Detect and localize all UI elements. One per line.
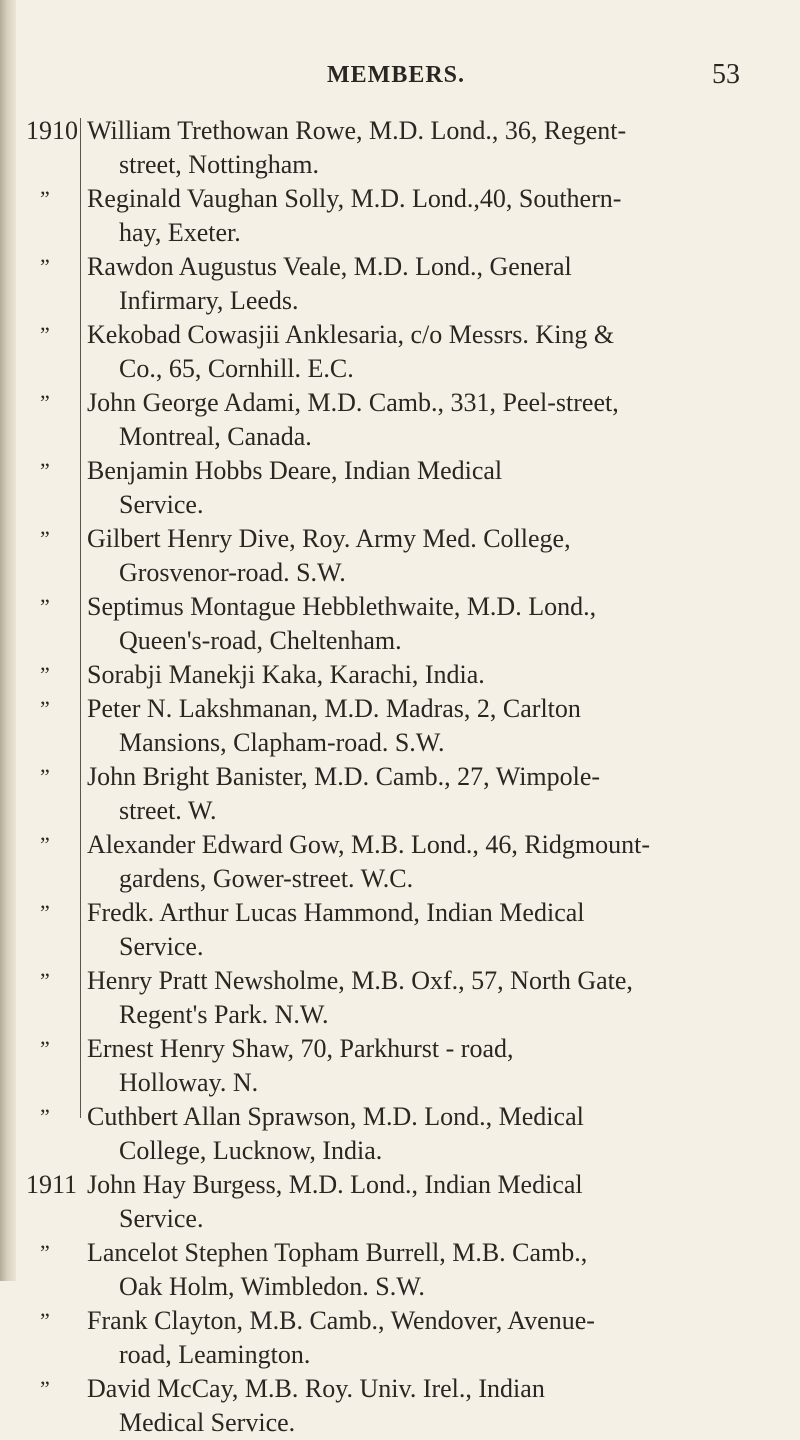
entry-line: Fredk. Arthur Lucas Hammond, Indian Medical bbox=[87, 898, 585, 927]
entry-line: Queen's-road, Cheltenham. bbox=[119, 626, 402, 655]
member-entry bbox=[0, 522, 800, 590]
member-entry bbox=[0, 1032, 800, 1100]
member-details bbox=[87, 590, 759, 658]
entry-line: gardens, Gower-street. W.C. bbox=[119, 864, 414, 893]
member-entry bbox=[0, 828, 800, 896]
ditto-mark: ” bbox=[40, 764, 50, 789]
entry-line: Benjamin Hobbs Deare, Indian Medical bbox=[87, 456, 503, 485]
entry-line: Henry Pratt Newsholme, M.B. Oxf., 57, North Gate, bbox=[87, 966, 633, 995]
election-year: 1910 bbox=[26, 116, 78, 145]
ditto-mark: ” bbox=[40, 322, 50, 347]
entry-line: Co., 65, Cornhill. E.C. bbox=[119, 354, 354, 383]
member-details bbox=[87, 1304, 759, 1372]
member-details bbox=[87, 1236, 759, 1304]
member-details bbox=[87, 692, 759, 760]
entry-line: Medical Service. bbox=[119, 1408, 296, 1437]
entry-line: John George Adami, M.D. Camb., 331, Peel-street, bbox=[87, 388, 619, 417]
ditto-mark: ” bbox=[40, 900, 50, 925]
entry-line: Grosvenor-road. S.W. bbox=[119, 558, 346, 587]
member-entry bbox=[0, 250, 800, 318]
member-entry bbox=[0, 1372, 800, 1440]
page-number: 53 bbox=[712, 59, 740, 90]
member-entry bbox=[0, 1304, 800, 1372]
entry-line: Infirmary, Leeds. bbox=[119, 286, 299, 315]
entry-line: Cuthbert Allan Sprawson, M.D. Lond., Medical bbox=[87, 1102, 584, 1131]
member-entry bbox=[0, 1168, 800, 1236]
member-details bbox=[87, 522, 759, 590]
ditto-mark: ” bbox=[40, 968, 50, 993]
entry-line: Oak Holm, Wimbledon. S.W. bbox=[119, 1272, 425, 1301]
member-entry bbox=[0, 896, 800, 964]
entry-line: road, Leamington. bbox=[119, 1340, 311, 1369]
members-list bbox=[0, 114, 800, 1440]
member-entry bbox=[0, 318, 800, 386]
member-entry bbox=[0, 964, 800, 1032]
member-entry bbox=[0, 1100, 800, 1168]
entry-line: Sorabji Manekji Kaka, Karachi, India. bbox=[87, 660, 485, 689]
member-entry bbox=[0, 760, 800, 828]
entry-line: Service. bbox=[119, 932, 204, 961]
entry-line: Alexander Edward Gow, M.B. Lond., 46, Ridgmount- bbox=[87, 830, 651, 859]
entry-line: Frank Clayton, M.B. Camb., Wendover, Avenue- bbox=[87, 1306, 595, 1335]
member-details bbox=[87, 318, 759, 386]
member-details bbox=[87, 114, 759, 182]
entry-line: Reginald Vaughan Solly, M.D. Lond.,40, Southern- bbox=[87, 184, 622, 213]
member-entry bbox=[0, 386, 800, 454]
member-entry bbox=[0, 590, 800, 658]
member-entry bbox=[0, 182, 800, 250]
ditto-mark: ” bbox=[40, 1308, 50, 1333]
member-details bbox=[87, 896, 759, 964]
member-entry bbox=[0, 658, 800, 692]
ditto-mark: ” bbox=[40, 390, 50, 415]
member-entry bbox=[0, 114, 800, 182]
entry-line: Rawdon Augustus Veale, M.D. Lond., General bbox=[87, 252, 572, 281]
entry-line: Ernest Henry Shaw, 70, Parkhurst - road, bbox=[87, 1034, 514, 1063]
entry-line: street. W. bbox=[119, 796, 217, 825]
member-entry bbox=[0, 1236, 800, 1304]
entry-line: Kekobad Cowasjii Anklesaria, c/o Messrs. King & bbox=[87, 320, 615, 349]
ditto-mark: ” bbox=[40, 662, 50, 687]
entry-line: street, Nottingham. bbox=[119, 150, 320, 179]
entry-line: Regent's Park. N.W. bbox=[119, 1000, 329, 1029]
member-entry bbox=[0, 692, 800, 760]
entry-line: Lancelot Stephen Topham Burrell, M.B. Camb., bbox=[87, 1238, 588, 1267]
ditto-mark: ” bbox=[40, 186, 50, 211]
entry-line: John Bright Banister, M.D. Camb., 27, Wimpole- bbox=[87, 762, 601, 791]
entry-line: Peter N. Lakshmanan, M.D. Madras, 2, Carlton bbox=[87, 694, 581, 723]
member-details bbox=[87, 1168, 759, 1236]
member-details bbox=[87, 964, 759, 1032]
member-details bbox=[87, 250, 759, 318]
member-details bbox=[87, 454, 759, 522]
entry-line: Montreal, Canada. bbox=[119, 422, 312, 451]
entry-line: College, Lucknow, India. bbox=[119, 1136, 383, 1165]
member-details bbox=[87, 182, 759, 250]
member-details bbox=[87, 658, 759, 692]
member-details bbox=[87, 828, 759, 896]
entry-line: Service. bbox=[119, 490, 204, 519]
entry-line: Holloway. N. bbox=[119, 1068, 259, 1097]
entry-line: William Trethowan Rowe, M.D. Lond., 36, Regent- bbox=[87, 116, 627, 145]
member-details bbox=[87, 1032, 759, 1100]
entry-line: Mansions, Clapham-road. S.W. bbox=[119, 728, 445, 757]
member-details bbox=[87, 760, 759, 828]
entry-line: John Hay Burgess, M.D. Lond., Indian Medical bbox=[87, 1170, 583, 1199]
ditto-mark: ” bbox=[40, 594, 50, 619]
election-year: 1911 bbox=[26, 1170, 78, 1199]
member-details bbox=[87, 386, 759, 454]
ditto-mark: ” bbox=[40, 696, 50, 721]
member-entry bbox=[0, 454, 800, 522]
ditto-mark: ” bbox=[40, 1036, 50, 1061]
ditto-mark: ” bbox=[40, 1376, 50, 1401]
ditto-mark: ” bbox=[40, 1240, 50, 1265]
ditto-mark: ” bbox=[40, 1104, 50, 1129]
entry-line: Septimus Montague Hebblethwaite, M.D. Lond., bbox=[87, 592, 597, 621]
entry-line: hay, Exeter. bbox=[119, 218, 241, 247]
running-header bbox=[0, 59, 800, 98]
running-title: MEMBERS. bbox=[327, 62, 466, 88]
entry-line: Gilbert Henry Dive, Roy. Army Med. College, bbox=[87, 524, 571, 553]
entry-line: Service. bbox=[119, 1204, 204, 1233]
member-details bbox=[87, 1100, 759, 1168]
ditto-mark: ” bbox=[40, 458, 50, 483]
ditto-mark: ” bbox=[40, 254, 50, 279]
ditto-mark: ” bbox=[40, 526, 50, 551]
entry-line: David McCay, M.B. Roy. Univ. Irel., Indian bbox=[87, 1374, 545, 1403]
member-details bbox=[87, 1372, 759, 1440]
ditto-mark: ” bbox=[40, 832, 50, 857]
